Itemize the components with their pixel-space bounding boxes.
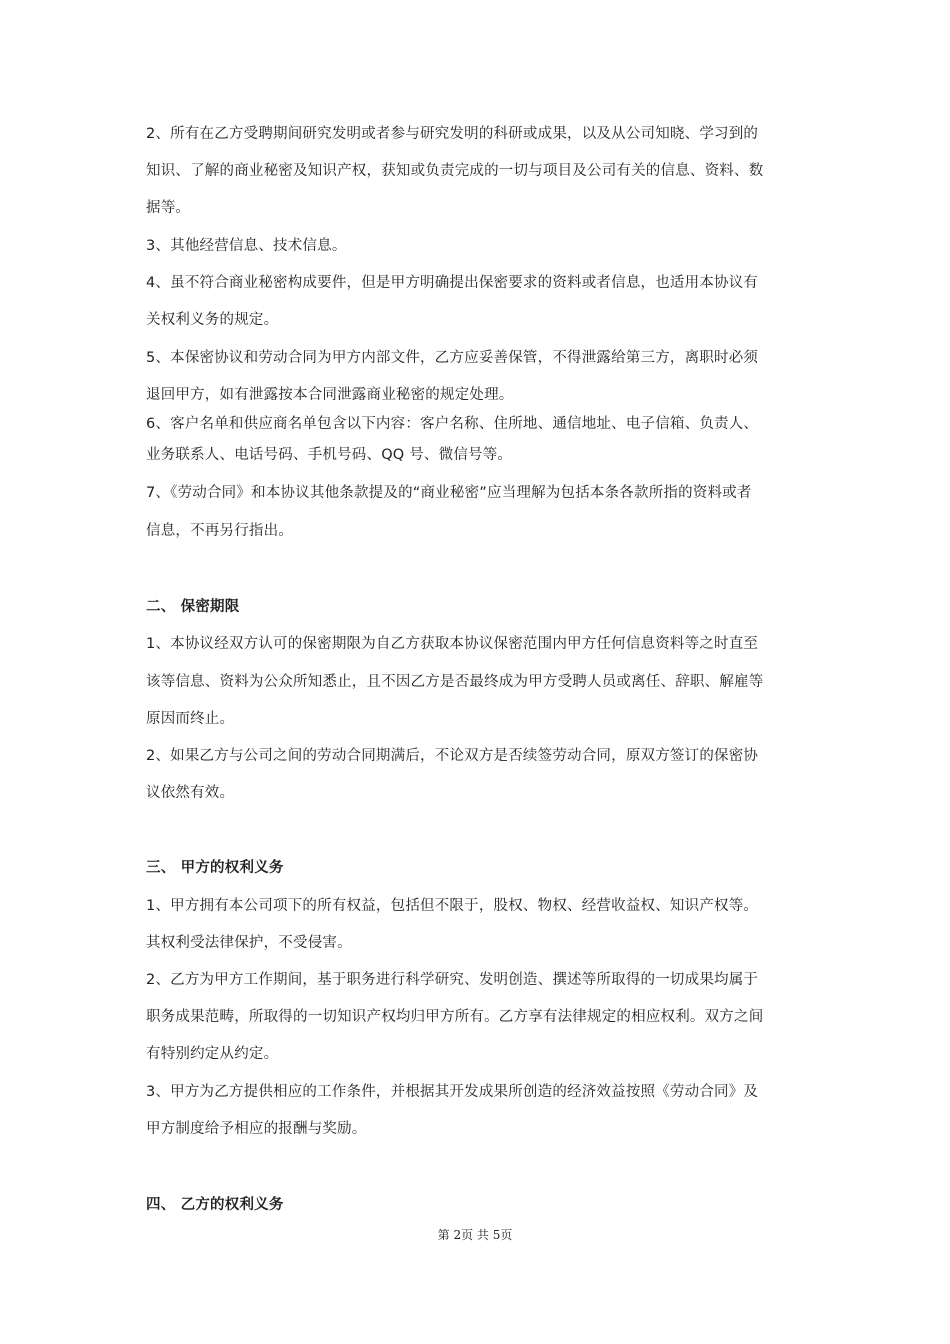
section-heading: 三、 甲方的权利义务 xyxy=(146,860,284,876)
paragraph-line: 其权利受法律保护，不受侵害。 xyxy=(146,935,352,951)
paragraph-line: 业务联系人、电话号码、手机号码、QQ 号、微信号等。 xyxy=(146,447,513,463)
section-heading: 四、 乙方的权利义务 xyxy=(146,1197,284,1213)
paragraph-line: 7、《劳动合同》和本协议其他条款提及的“商业秘密”应当理解为包括本条各款所指的资料或者 xyxy=(146,485,752,501)
paragraph-line: 3、甲方为乙方提供相应的工作条件，并根据其开发成果所创造的经济效益按照《劳动合同》及 xyxy=(146,1084,759,1100)
paragraph-line: 议依然有效。 xyxy=(146,785,235,801)
paragraph-line: 关权利义务的规定。 xyxy=(146,312,279,328)
paragraph-line: 该等信息、资料为公众所知悉止，且不因乙方是否最终成为甲方受聘人员或离任、辞职、解雇等 xyxy=(146,674,764,690)
paragraph-line: 有特别约定从约定。 xyxy=(146,1046,279,1062)
paragraph-line: 1、本协议经双方认可的保密期限为自乙方获取本协议保密范围内甲方任何信息资料等之时直至 xyxy=(146,636,759,652)
paragraph-line: 2、如果乙方与公司之间的劳动合同期满后，不论双方是否续签劳动合同，原双方签订的保密协 xyxy=(146,748,759,764)
paragraph-line: 知识、了解的商业秘密及知识产权，获知或负责完成的一切与项目及公司有关的信息、资料、数 xyxy=(146,163,764,179)
paragraph-line: 据等。 xyxy=(146,200,191,216)
paragraph-line: 5、本保密协议和劳动合同为甲方内部文件，乙方应妥善保管，不得泄露给第三方，离职时必须 xyxy=(146,350,759,366)
paragraph-line: 6、客户名单和供应商名单包含以下内容：客户名称、住所地、通信地址、电子信箱、负责人、 xyxy=(146,416,759,432)
paragraph-line: 原因而终止。 xyxy=(146,711,235,727)
paragraph-line: 信息，不再另行指出。 xyxy=(146,523,293,539)
paragraph-line: 甲方制度给予相应的报酬与奖励。 xyxy=(146,1121,367,1137)
paragraph-line: 2、乙方为甲方工作期间，基于职务进行科学研究、发明创造、撰述等所取得的一切成果均属于 xyxy=(146,972,759,988)
page-number: 第 2页 共 5页 xyxy=(437,1228,513,1242)
section-heading: 二、 保密期限 xyxy=(146,599,240,615)
paragraph-line: 2、所有在乙方受聘期间研究发明或者参与研究发明的科研或成果，以及从公司知晓、学习到的 xyxy=(146,126,759,142)
paragraph-line: 职务成果范畴，所取得的一切知识产权均归甲方所有。乙方享有法律规定的相应权利。双方之间 xyxy=(146,1009,764,1025)
paragraph-line: 退回甲方，如有泄露按本合同泄露商业秘密的规定处理。 xyxy=(146,387,514,403)
paragraph-line: 3、其他经营信息、技术信息。 xyxy=(146,238,347,254)
paragraph-line: 4、虽不符合商业秘密构成要件，但是甲方明确提出保密要求的资料或者信息，也适用本协议有 xyxy=(146,275,759,291)
paragraph-line: 1、甲方拥有本公司项下的所有权益，包括但不限于，股权、物权、经营收益权、知识产权等。 xyxy=(146,898,759,914)
